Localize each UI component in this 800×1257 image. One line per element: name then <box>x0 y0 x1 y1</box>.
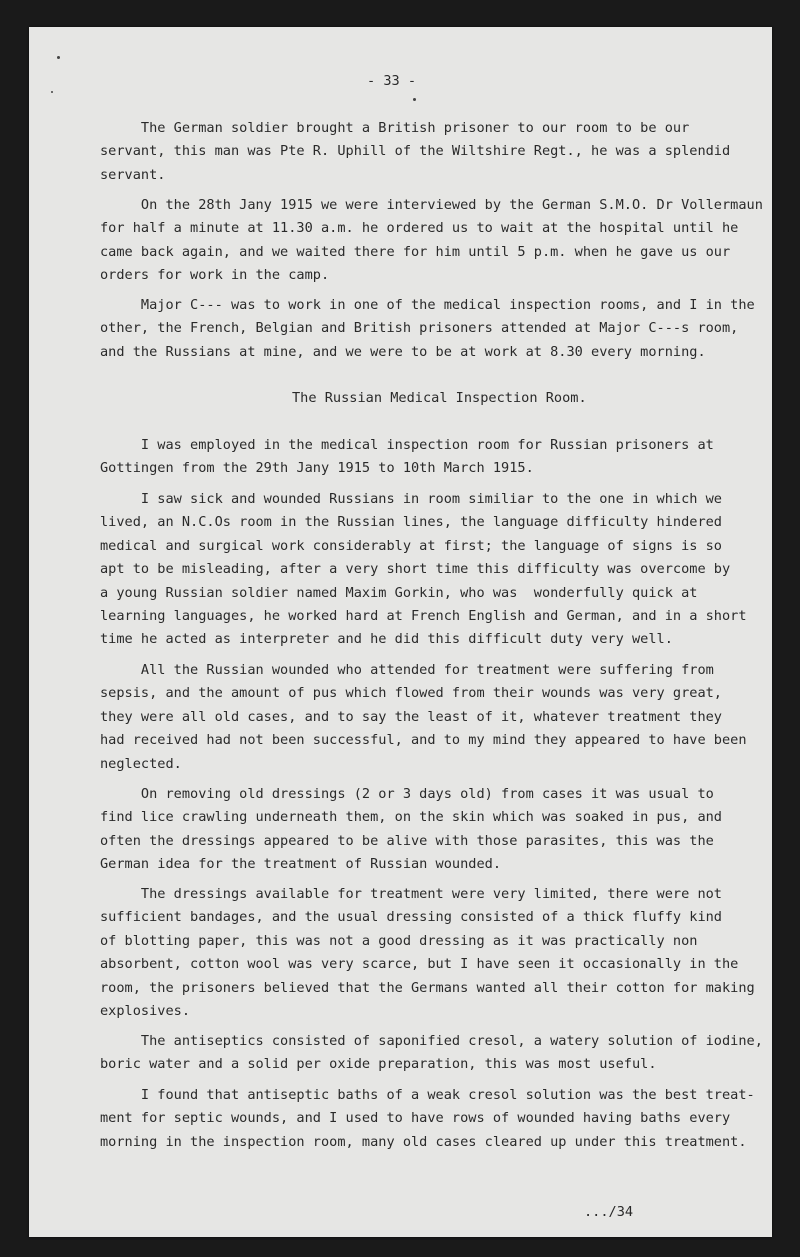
text-line: neglected. <box>100 755 182 772</box>
paragraph-antiseptics <box>100 1030 763 1077</box>
text-line: servant, this man was Pte R. Uphill of the Wiltshire Regt., he was a splendid <box>100 143 731 160</box>
continuation-marker: .../34 <box>584 1204 634 1220</box>
page-number: - 33 - <box>367 73 417 89</box>
text-line: often the dressings appeared to be alive with those parasites, this was the <box>100 832 714 849</box>
text-line: for half a minute at 11.30 a.m. he ordered us to wait at the hospital until he <box>100 220 739 237</box>
text-line: I found that antiseptic baths of a weak cresol solution was the best treat- <box>100 1087 755 1103</box>
text-line: ment for septic wounds, and I used to have rows of wounded having baths every <box>100 1110 731 1127</box>
text-line: German idea for the treatment of Russian wounded. <box>100 856 502 873</box>
text-line: On the 28th Jany 1915 we were interviewed by the German S.M.O. Dr Vollermaun <box>100 197 763 213</box>
paragraph-servant <box>100 117 730 187</box>
text-line: came back again, and we waited there for him until 5 p.m. when he gave us our <box>100 243 731 260</box>
text-line: servant. <box>100 166 166 183</box>
text-line: time he acted as interpreter and he did this difficult duty very well. <box>100 631 673 648</box>
text-line: morning in the inspection room, many old cases cleared up under this treatment. <box>100 1133 747 1150</box>
text-line: had received had not been successful, and to my mind they appeared to have been <box>100 732 747 749</box>
text-line: find lice crawling underneath them, on the skin which was soaked in pus, and <box>100 809 722 826</box>
text-line: I was employed in the medical inspection room for Russian prisoners at <box>100 437 714 453</box>
paragraph-baths <box>100 1084 755 1154</box>
paragraph-employed <box>100 434 714 481</box>
text-line: On removing old dressings (2 or 3 days old) from cases it was usual to <box>100 786 714 802</box>
text-line: The German soldier brought a British prisoner to our room to be our <box>100 120 690 136</box>
text-line: I saw sick and wounded Russians in room similiar to the one in which we <box>100 491 722 507</box>
text-line: absorbent, cotton wool was very scarce, but I have seen it occasionally in the <box>100 956 739 973</box>
text-line: medical and surgical work considerably at first; the language of signs is so <box>100 537 722 554</box>
paragraph-language <box>100 488 747 652</box>
text-line: they were all old cases, and to say the least of it, whatever treatment they <box>100 708 722 725</box>
text-line: sepsis, and the amount of pus which flowed from their wounds was very great, <box>100 685 722 702</box>
paper-speck <box>51 91 53 93</box>
paragraph-interview <box>100 194 763 288</box>
section-heading: The Russian Medical Inspection Room. <box>292 390 587 406</box>
paper-speck <box>413 98 416 101</box>
text-line: boric water and a solid per oxide preparation, this was most useful. <box>100 1056 657 1073</box>
text-line: Major C--- was to work in one of the medical inspection rooms, and I in the <box>100 297 755 313</box>
text-line: other, the French, Belgian and British prisoners attended at Major C---s room, <box>100 320 739 337</box>
text-line: lived, an N.C.Os room in the Russian lines, the language difficulty hindered <box>100 514 722 531</box>
text-line: apt to be misleading, after a very short time this difficulty was overcome by <box>100 561 731 578</box>
text-line: explosives. <box>100 1003 191 1020</box>
document-page <box>29 27 772 1237</box>
paragraph-dressings-available <box>100 883 755 1023</box>
text-line: The dressings available for treatment were very limited, there were not <box>100 886 722 902</box>
text-line: room, the prisoners believed that the Germans wanted all their cotton for making <box>100 979 755 996</box>
paragraph-dressings-removal <box>100 783 722 877</box>
text-line: learning languages, he worked hard at French English and German, and in a short <box>100 608 747 625</box>
text-line: of blotting paper, this was not a good dressing as it was practically non <box>100 932 698 949</box>
paragraph-rooms <box>100 294 755 364</box>
text-line: sufficient bandages, and the usual dressing consisted of a thick fluffy kind <box>100 909 722 926</box>
paper-speck <box>57 56 60 59</box>
text-line: and the Russians at mine, and we were to be at work at 8.30 every morning. <box>100 343 706 360</box>
text-line: a young Russian soldier named Maxim Gorkin, who was wonderfully quick at <box>100 584 698 601</box>
paragraph-sepsis <box>100 659 747 776</box>
text-line: Gottingen from the 29th Jany 1915 to 10th March 1915. <box>100 460 534 477</box>
text-line: All the Russian wounded who attended for treatment were suffering from <box>100 662 714 678</box>
text-line: The antiseptics consisted of saponified cresol, a watery solution of iodine, <box>100 1033 763 1049</box>
text-line: orders for work in the camp. <box>100 267 330 284</box>
